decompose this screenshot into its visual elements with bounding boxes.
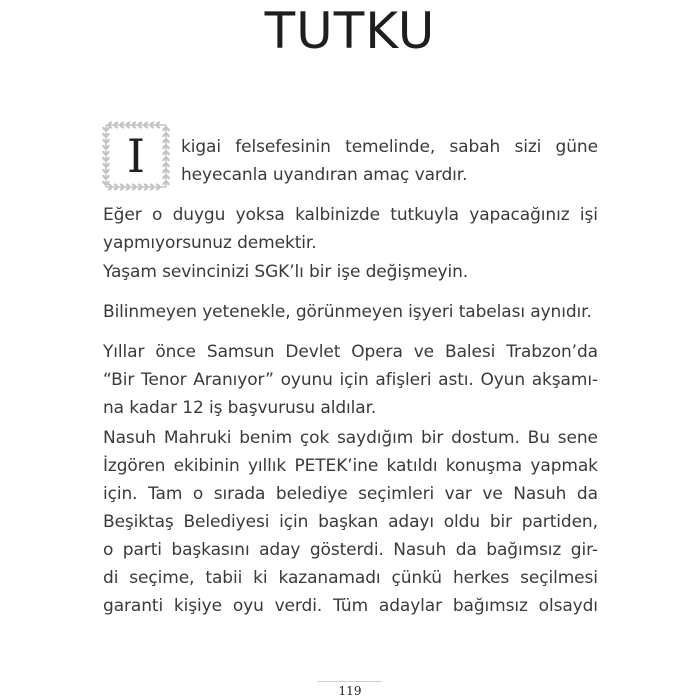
text-line: Beşiktaş Belediyesi için başkan adayı oldu bir partiden,: [103, 512, 598, 532]
text-line: Yıllar önce Samsun Devlet Opera ve Balesi Trabzon’da: [103, 342, 598, 362]
page-number: 119: [338, 684, 362, 698]
text-line: Yaşam sevincinizi SGK’lı bir işe değişmeyin.: [103, 262, 469, 282]
text-line: için. Tam o sırada belediye seçimleri var ve Nasuh da: [103, 484, 598, 504]
dropcap-frame: [102, 121, 170, 191]
footer-rule: [318, 681, 382, 682]
text-line: “Bir Tenor Aranıyor” oyunu için afişleri astı. Oyun akşamı-: [103, 370, 598, 390]
text-line: o parti başkasını aday gösterdi. Nasuh da bağımsız gir-: [103, 540, 598, 560]
text-line: Eğer o duygu yoksa kalbinizde tutkuyla yapacağınız işi: [103, 205, 598, 225]
text-line: kigai felsefesinin temelinde, sabah sizi güne: [181, 137, 598, 157]
text-line: İzgören ekibinin yıllık PETEK’ine katıldı konuşma yapmak: [103, 456, 598, 476]
page-title: TUTKU: [264, 2, 436, 60]
text-line: yapmıyorsunuz demektir.: [103, 233, 317, 253]
text-line: Bilinmeyen yetenekle, görünmeyen işyeri tabelası aynıdır.: [103, 302, 592, 322]
dropcap-letter: I: [126, 129, 146, 183]
text-line: di seçime, tabii ki kazanamadı çünkü herkes seçilmesi: [103, 568, 598, 588]
text-line: Nasuh Mahruki benim çok saydığım bir dostum. Bu sene: [103, 428, 598, 448]
text-line: heyecanla uyandıran amaç vardır.: [181, 165, 468, 185]
text-line: garanti kişiye oyu verdi. Tüm adaylar bağımsız olsaydı: [103, 596, 598, 616]
text-line: na kadar 12 iş başvurusu aldılar.: [103, 398, 377, 418]
